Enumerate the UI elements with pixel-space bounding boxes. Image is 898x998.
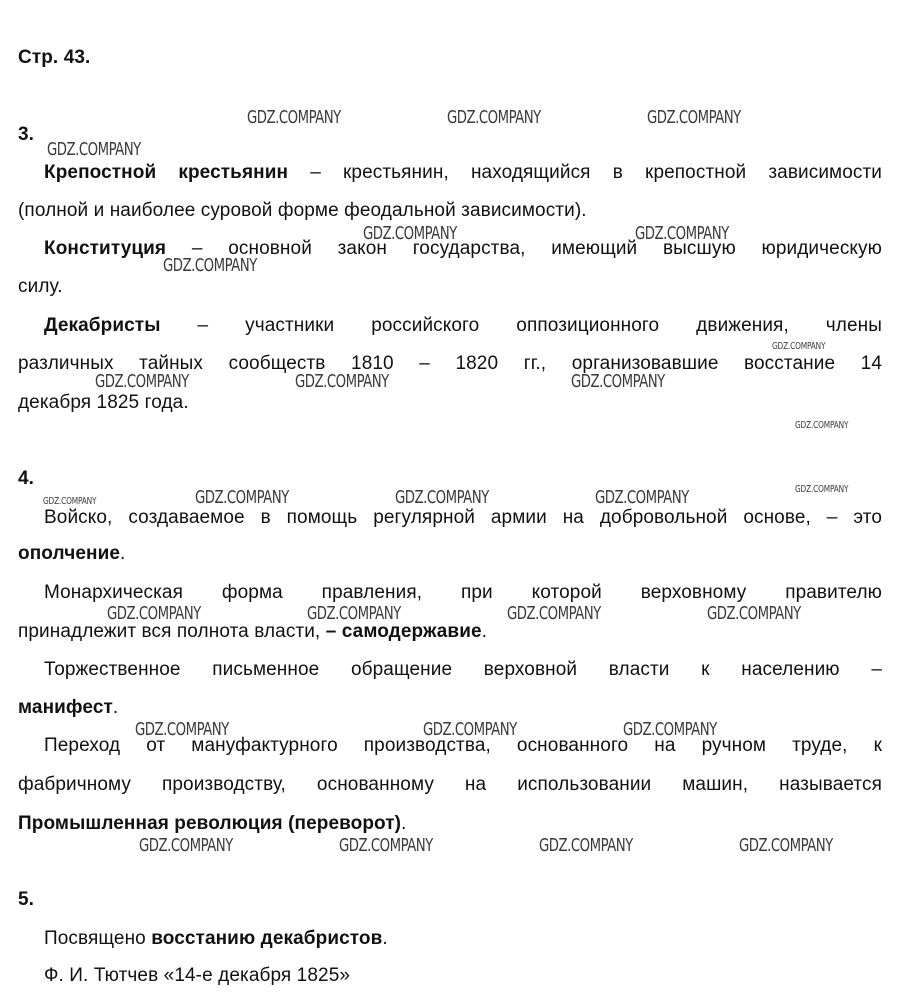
question-revolution-line2: фабричному производству, основанному на использовании машин, называется	[18, 774, 882, 795]
watermark: GDZ.COMPANY	[507, 603, 601, 624]
watermark: GDZ.COMPANY	[707, 603, 801, 624]
term-constitution: Конституция	[44, 238, 167, 259]
watermark: GDZ.COMPANY	[795, 484, 849, 495]
answer-text: Посвящено	[44, 928, 152, 949]
definition-decembrists-line2: различных тайных сообществ 1810 – 1820 гг., организовавшие восстание 14	[18, 353, 882, 374]
answer-industrial-revolution: Промышленная революция (переворот)	[18, 813, 402, 834]
task-number-4: 4.	[18, 468, 35, 489]
watermark: GDZ.COMPANY	[739, 835, 833, 856]
punctuation: .	[481, 621, 488, 642]
watermark: GDZ.COMPANY	[339, 835, 433, 856]
answer-5-line2: Ф. И. Тютчев «14-е декабря 1825»	[44, 965, 351, 986]
watermark: GDZ.COMPANY	[363, 223, 457, 244]
definition-text: – участники российского оппозиционного движения, члены	[160, 315, 882, 336]
term-decembrists: Декабристы	[44, 315, 161, 336]
page-title: Стр. 43.	[18, 47, 91, 68]
question-manifest-line2	[18, 696, 882, 720]
watermark: GDZ.COMPANY	[447, 107, 541, 128]
watermark: GDZ.COMPANY	[307, 603, 401, 624]
watermark: GDZ.COMPANY	[595, 487, 689, 508]
definition-serf-line2: (полной и наиболее суровой форме феодальной зависимости).	[18, 200, 587, 221]
question-militia-line2	[18, 542, 882, 566]
watermark: GDZ.COMPANY	[163, 255, 257, 276]
question-revolution-line3	[18, 812, 882, 836]
punctuation: .	[120, 543, 126, 564]
watermark: GDZ.COMPANY	[635, 223, 729, 244]
question-militia-line1: Войско, создаваемое в помощь регулярной армии на добровольной основе, – это	[44, 507, 882, 528]
watermark: GDZ.COMPANY	[295, 371, 389, 392]
task-number-3: 3.	[18, 124, 35, 145]
punctuation: .	[382, 928, 388, 949]
question-manifest-line1: Торжественное письменное обращение верховной власти к населению –	[44, 659, 882, 680]
punctuation: .	[401, 813, 407, 834]
watermark: GDZ.COMPANY	[623, 719, 717, 740]
watermark: GDZ.COMPANY	[195, 487, 289, 508]
watermark: GDZ.COMPANY	[43, 496, 97, 507]
watermark: GDZ.COMPANY	[795, 420, 849, 431]
watermark: GDZ.COMPANY	[423, 719, 517, 740]
question-text: принадлежит вся полнота власти,	[18, 621, 326, 642]
watermark: GDZ.COMPANY	[135, 719, 229, 740]
definition-constitution-line2: силу.	[18, 276, 63, 297]
task-number-5: 5.	[18, 889, 35, 910]
answer-autocracy: самодержавие	[341, 621, 482, 642]
definition-text: – основной закон государства, имеющий высшую юридическую	[166, 238, 882, 259]
watermark: GDZ.COMPANY	[395, 487, 489, 508]
answer-5-line1	[44, 927, 882, 951]
definition-text: – крестьянин, находящийся в крепостной зависимости	[288, 162, 882, 183]
watermark: GDZ.COMPANY	[95, 371, 189, 392]
term-serf: Крепостной крестьянин	[44, 162, 289, 183]
definition-decembrists-line3: декабря 1825 года.	[18, 392, 189, 413]
answer-manifest: манифест	[18, 697, 113, 718]
definition-serf-line1	[44, 161, 882, 185]
punctuation: .	[112, 697, 119, 718]
definition-decembrists-line1	[44, 314, 882, 338]
watermark: GDZ.COMPANY	[571, 371, 665, 392]
watermark: GDZ.COMPANY	[247, 107, 341, 128]
question-autocracy-line1: Монархическая форма правления, при которой верховному правителю	[44, 582, 882, 603]
watermark: GDZ.COMPANY	[539, 835, 633, 856]
watermark: GDZ.COMPANY	[107, 603, 201, 624]
watermark: GDZ.COMPANY	[772, 341, 826, 352]
watermark: GDZ.COMPANY	[139, 835, 233, 856]
watermark: GDZ.COMPANY	[647, 107, 741, 128]
answer-militia: ополчение	[18, 543, 121, 564]
dash: –	[325, 621, 342, 642]
watermark: GDZ.COMPANY	[47, 139, 141, 160]
question-revolution-line1: Переход от мануфактурного производства, основанного на ручном труде, к	[44, 735, 882, 756]
answer-decembrist-uprising: восстанию декабристов	[151, 928, 383, 949]
